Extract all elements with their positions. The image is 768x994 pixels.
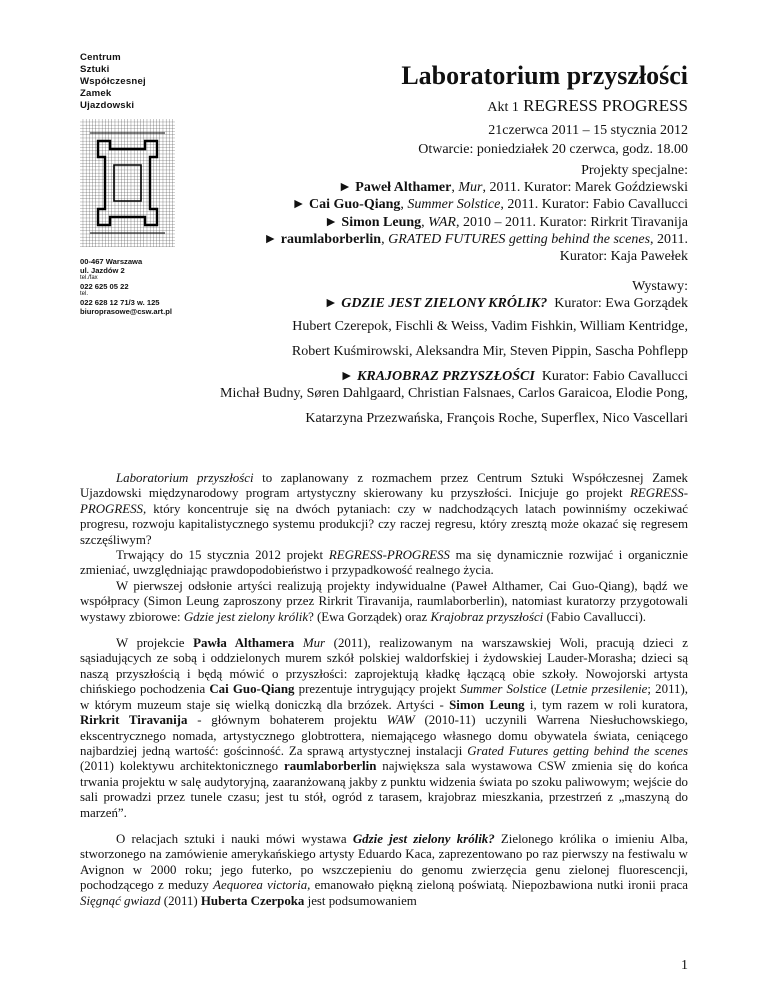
institution-name-line: Współczesnej: [80, 76, 146, 87]
project-artist: raumlaborberlin: [280, 231, 382, 247]
arrow-icon: ►: [339, 369, 354, 384]
project-artist: Cai Guo-Qiang: [308, 197, 401, 213]
project-artist: Paweł Althamer: [355, 180, 452, 196]
artist-list: Hubert Czerepok, Fischli & Weiss, Vadim Fishkin, William Kentridge,: [292, 319, 688, 334]
act-prefix: Akt 1: [487, 100, 519, 115]
exhibition-title-line: [220, 295, 688, 312]
exhibition-title: GDZIE JEST ZIELONY KRÓLIK?: [341, 296, 548, 311]
project-curator: Kurator: Kaja Pawełek: [559, 249, 688, 265]
artist-list: Katarzyna Przezwańska, François Roche, Superflex, Nico Vascellari: [305, 411, 688, 426]
tel-fax-number: 022 625 05 22: [80, 282, 129, 291]
act-name: REGRESS PROGRESS: [523, 96, 688, 115]
date-range: 21czerwca 2011 – 15 stycznia 2012: [488, 123, 688, 138]
tel-fax-label: tel./fax: [80, 275, 98, 281]
exhibition-curator: Kurator: Ewa Gorządek: [554, 296, 688, 311]
page-title: Laboratorium przyszłości: [401, 61, 688, 90]
castle-grid-logo: [80, 119, 175, 247]
projects-heading: Projekty specjalne:: [581, 163, 688, 178]
exhibition-curator: Kurator: Fabio Cavallucci: [541, 369, 688, 384]
artist-list: Michał Budny, Søren Dahlgaard, Christian Falsnaes, Carlos Garaicoa, Elodie Pong,: [220, 386, 688, 401]
project-details: , 2011. Kurator: Fabio Cavallucci: [500, 197, 688, 213]
paragraph: W projekcie Pawła Althamera Mur (2011), realizowanym na warszawskiej Woli, pracują dzieci z sąsiadujących ze sobą i oddzielonych murem szkół polskiej waldorfskiej i żydowskiej Lauder-Morasha; dzieci są naszą przyszłością i będą mówić o przyszłości: zaprojektują kładkę łączącą obie szkoły. Nowojorski artysta chińskiego pochodzenia Cai Guo-Qiang prezentuje intrygujący projekt Summer Solstice (Letnie przesilenie; 2011), w którym muzeum staje się wielką doniczką dla brzózek. Artyści - Simon Leung i, tym razem w roli kuratora, Rirkrit Tiravanija - głównym bohaterem projektu WAW (2010-11) uczynili Warrena Niesłuchowskiego, ekscentrycznego nomada, artystycznego globtrottera, niemającego własnego domu obywatela świata, ceniącego najbardziej jedną wartość: gościnność. Za sprawą artystycznej instalacji Grated Futures getting behind the scenes (2011) kolektywu architektonicznego raumlaborberlin największa sala wystawowa CSW zmienia się do końca trwania projektu w salę audytoryjną, zaaranżowaną jakby z punktu widzenia świata po szoku paliwowym; wejście do sali prowadzi przez tunele czasu; jest tu stół, ogród z tarasem, krajobraz mieszkania, przestrzeń z „maszyną do marzeń”.: [80, 636, 689, 820]
paragraph: W pierwszej odsłonie artyści realizują projekty indywidualne (Paweł Althamer, Cai Guo-Qiang), bądź we współpracy (Simon Leung zaproszony przez Rirkrit Tiravanija, raumlaborberlin), natomiast kuratorzy przygotowali wystawy zbiorowe: Gdzie jest zielony królik? (Ewa Gorządek) oraz Krajobraz przyszłości (Fabio Cavallucci).: [80, 578, 688, 624]
page-number: 1: [681, 958, 688, 973]
opening-info: Otwarcie: poniedziałek 20 czerwca, godz. 18.00: [418, 142, 688, 157]
artist-list: Robert Kuśmirowski, Aleksandra Mir, Steven Pippin, Sascha Pohflepp: [291, 344, 688, 359]
project-item: ► Paweł Althamer, Mur, 2011. Kurator: Marek Goździewski: [337, 180, 688, 196]
address-line: 00-467 Warszawa: [80, 257, 143, 266]
institution-name-line: Ujazdowski: [80, 100, 135, 111]
project-artist: Simon Leung: [341, 214, 422, 230]
arrow-icon: ►: [323, 296, 338, 311]
project-work: Mur: [458, 180, 483, 196]
institution-name: [80, 52, 180, 112]
project-work: Summer Solstice: [407, 197, 501, 213]
institution-name-line: Sztuki: [80, 64, 110, 75]
exhibition-title-line: [220, 368, 688, 385]
paragraph: Laboratorium przyszłości to zaplanowany z rozmachem przez Centrum Sztuki Współczesnej Zamek Ujazdowski międzynarodowy program artystyczny skierowany ku przyszłości. Inicjuje go projekt REGRESS-PROGRESS, który koncentruje się na dwóch pytaniach: czy w nadchodzących latach powinniśmy oczekiwać progresu, rozwoju kapitalistycznego systemu produkcji? czy raczej regresu, który zresztą może okazać się regresem szczęśliwym?: [80, 471, 688, 547]
paragraph: O relacjach sztuki i nauki mówi wystawa Gdzie jest zielony królik? Zielonego królika o imieniu Alba, stworzonego na zamówienie amerykańskiego artysty Eduardo Kaca, zaprezentowano po raz pierwszy na festiwalu w Avignon w 2000 roku; jego futerko, po wszczepieniu do genomu zwierzęcia genu zielonej fluorescencji, pochodzącego z meduzy Aequorea victoria, emanowało piękną zieloną poświatą. Niepozbawiona nutki ironii praca Sięgnąć gwiazd (2011) Huberta Czerpoka jest podsumowaniem: [80, 831, 688, 908]
contact-info: [80, 257, 180, 316]
address-line: ul. Jazdów 2: [80, 266, 125, 275]
project-item: ► Cai Guo-Qiang, Summer Solstice, 2011. Kurator: Fabio Cavallucci: [291, 197, 688, 213]
exhibition-title: KRAJOBRAZ PRZYSZŁOŚCI: [357, 369, 535, 384]
project-details: , 2011. Kurator: Marek Goździewski: [482, 180, 688, 196]
paragraph: Trwający do 15 stycznia 2012 projekt REGRESS-PROGRESS ma się dynamicznie rozwijać i organicznie zmieniać, uwzględniając prawdopodobieństwo i przypadkowość realnego życia.: [80, 548, 688, 578]
project-item: ► raumlaborberlin, GRATED FUTURES getting behind the scenes, 2011.: [263, 231, 688, 247]
project-details: , 2010 – 2011. Kurator: Rirkrit Tiravanija: [455, 214, 688, 230]
arrow-icon: ►: [291, 197, 306, 213]
exhibitions: [220, 278, 688, 433]
act-line: [401, 94, 688, 120]
body-text: [80, 471, 688, 909]
project-item: ► Simon Leung, WAR, 2010 – 2011. Kurator: Rirkrit Tiravanija: [324, 214, 688, 230]
institution-sidebar: [80, 52, 180, 316]
exhibitions-heading: Wystawy:: [632, 279, 688, 294]
project-details: , 2011.: [650, 231, 688, 247]
tel-number: 022 628 12 71/3 w. 125: [80, 298, 160, 307]
project-work: GRATED FUTURES getting behind the scenes: [388, 231, 651, 247]
institution-name-line: Zamek: [80, 88, 112, 99]
email-link[interactable]: biuroprasowe@csw.art.pl: [80, 307, 172, 316]
document-header: [401, 60, 688, 158]
arrow-icon: ►: [263, 231, 278, 247]
institution-name-line: Centrum: [80, 52, 121, 63]
special-projects: [263, 162, 688, 265]
arrow-icon: ►: [337, 180, 352, 196]
project-work: WAR: [428, 214, 456, 230]
tel-label: tel.: [80, 291, 89, 297]
arrow-icon: ►: [324, 214, 338, 230]
